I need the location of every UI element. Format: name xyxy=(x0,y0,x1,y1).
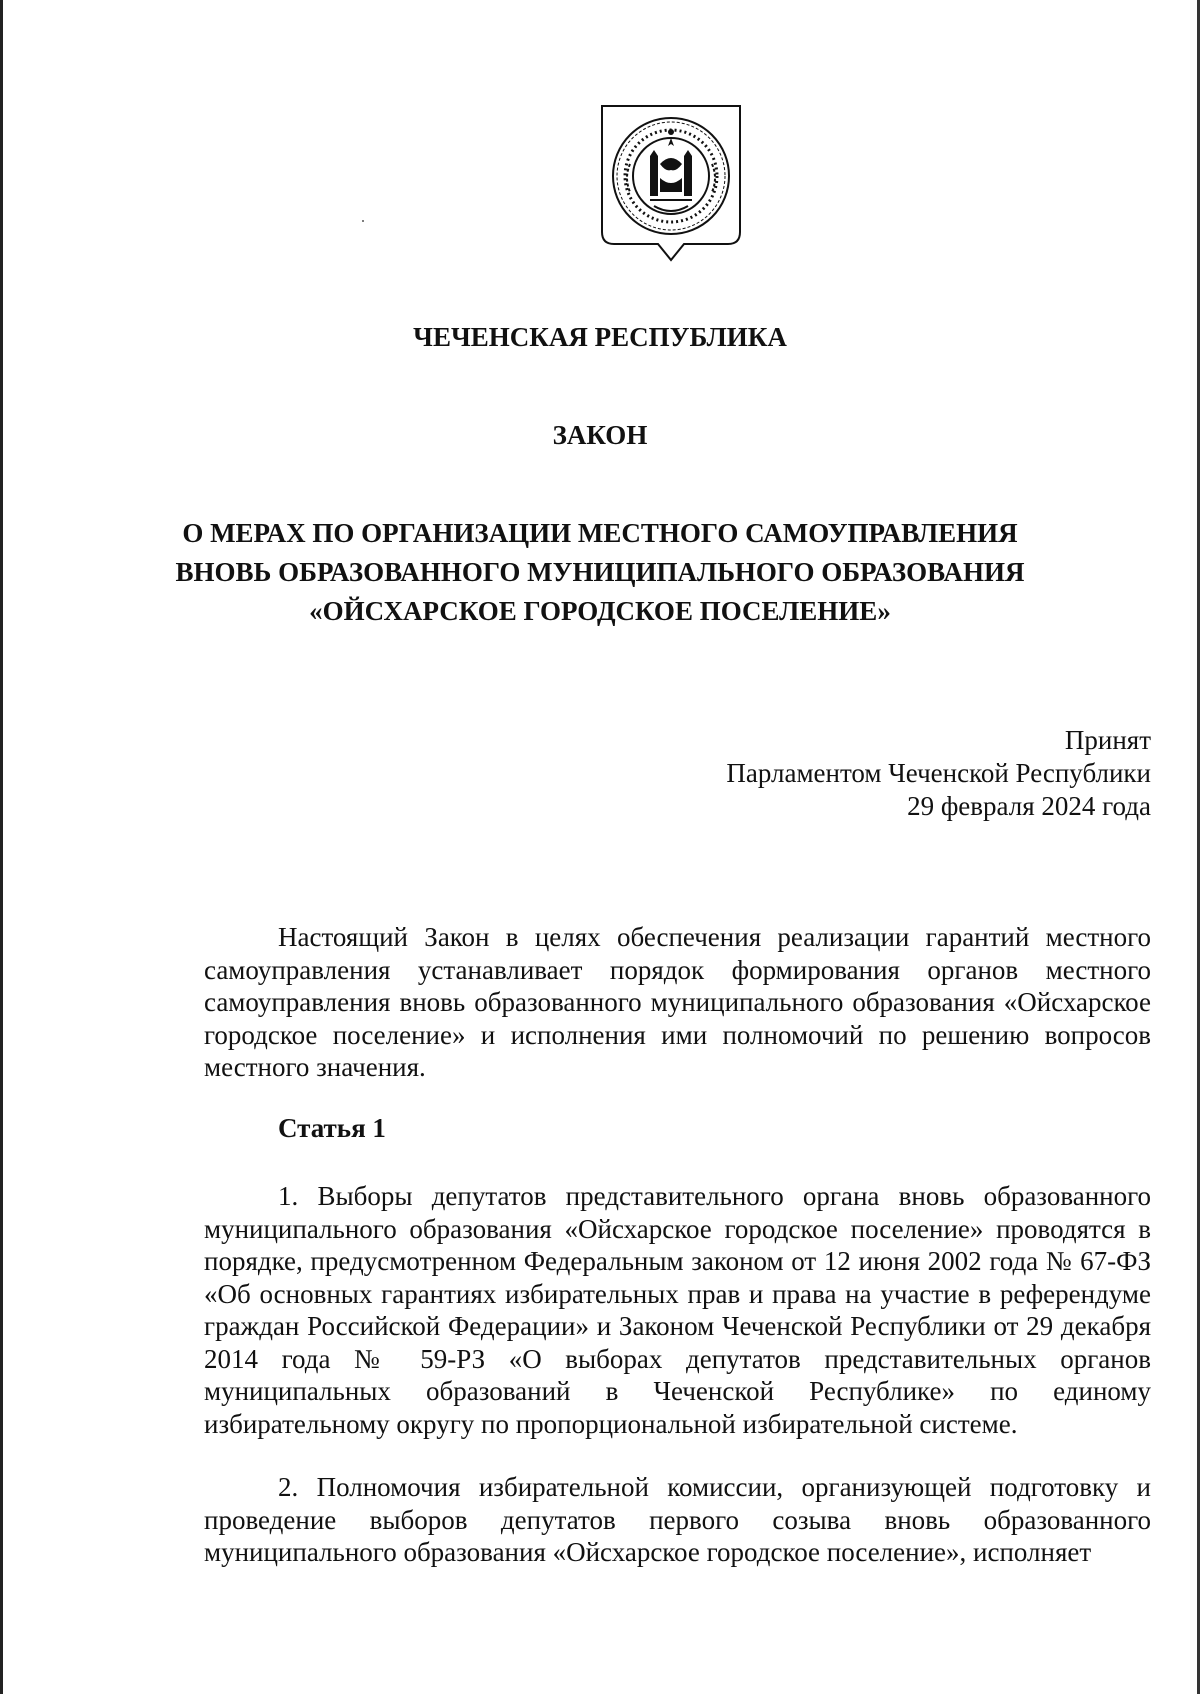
adoption-date: 29 февраля 2024 года xyxy=(907,791,1151,821)
preamble xyxy=(204,921,1151,1084)
republic-heading: ЧЕЧЕНСКАЯ РЕСПУБЛИКА xyxy=(413,322,787,352)
clause-paragraph: 1. Выборы депутатов представительного органа вновь образованного муниципального образования «Ойсхарское городское поселение» проводятся в порядке, предусмотренном Федеральным законом от 12 июня 2002 года № 67-ФЗ «Об основных гарантиях избирательных прав и права на участие в референдуме граждан Российской Федерации» и Законом Чеченской Республики от 29 декабря 2014 года № 59-РЗ «О выборах депутатов представительных органов муниципальных образований в Чеченской Республике» по единому избирательному округу по пропорциональной избирательной системе. xyxy=(204,1181,1151,1439)
preamble-paragraph: Настоящий Закон в целях обеспечения реализации гарантий местного самоуправления устанавливает порядок формирования органов местного самоуправления вновь образованного муниципального образования «Ойсхарское городское поселение» и исполнения ими полномочий по решению вопросов местного значения. xyxy=(204,922,1151,1082)
adoption-block xyxy=(726,724,1151,823)
clause-paragraph: 2. Полномочия избирательной комиссии, организующей подготовку и проведение выборов депутатов первого созыва вновь образованного муниципального образования «Ойсхарское городское поселение», исполняет xyxy=(204,1472,1151,1567)
law-title-line: ВНОВЬ ОБРАЗОВАННОГО МУНИЦИПАЛЬНОГО ОБРАЗОВАНИЯ xyxy=(175,557,1025,587)
document-type-heading: ЗАКОН xyxy=(552,420,648,450)
adoption-line: Парламентом Чеченской Республики xyxy=(726,758,1151,788)
adoption-line: Принят xyxy=(1064,725,1151,755)
law-title-line: О МЕРАХ ПО ОРГАНИЗАЦИИ МЕСТНОГО САМОУПРАВЛЕНИЯ xyxy=(182,518,1018,548)
law-title-line: «ОЙСХАРСКОЕ ГОРОДСКОЕ ПОСЕЛЕНИЕ» xyxy=(309,596,891,626)
coat-of-arms-emblem xyxy=(600,104,742,264)
scan-speck xyxy=(362,220,364,222)
article-1-clause-1 xyxy=(204,1180,1151,1440)
article-1-clause-2 xyxy=(204,1471,1151,1569)
scan-edge-left xyxy=(0,0,3,1694)
law-title xyxy=(0,514,1200,631)
article-1-title: Статья 1 xyxy=(278,1113,386,1143)
